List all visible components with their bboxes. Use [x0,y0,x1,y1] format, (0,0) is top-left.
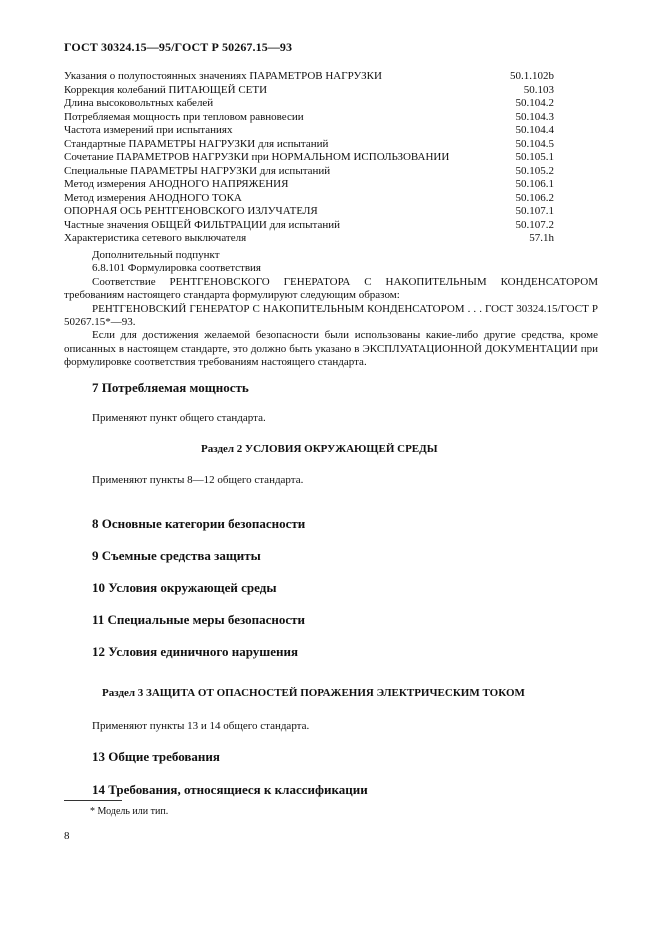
footnote: * Модель или тип. [90,806,169,817]
index-row [64,97,554,111]
section-12-heading: 12 Условия единичного нарушения [92,644,299,659]
page-header: ГОСТ 30324.15—95/ГОСТ Р 50267.15—93 [64,40,293,54]
index-ref: 50.106.1 [515,178,554,190]
index-row [64,111,554,125]
index-ref: 50.104.2 [515,97,554,109]
index-ref: 50.105.1 [515,151,554,163]
index-row [64,124,554,138]
index-term: ОПОРНАЯ ОСЬ РЕНТГЕНОВСКОГО ИЗЛУЧАТЕЛЯ [64,205,318,217]
page-number: 8 [64,830,70,842]
index-ref: 50.1.102b [510,70,554,82]
index-row [64,232,554,246]
footnote-rule [64,800,122,801]
index-term: Коррекция колебаний ПИТАЮЩЕЙ СЕТИ [64,83,268,96]
index-row [64,192,554,206]
index-ref: 50.103 [523,83,554,96]
index-term: Стандартные ПАРАМЕТРЫ НАГРУЗКИ для испытаний [64,137,329,150]
index-term: Длина высоковольтных кабелей [64,97,214,109]
paragraph-additional-subclause: Дополнительный подпункт [92,249,220,261]
paragraph-other-means: Если для достижения желаемой безопасности были использованы какие-либо другие средства, кроме описанных в настоящем стандарте, это должно быть указано в ЭКСПЛУАТАЦИОННОЙ ДОКУМЕНТАЦИИ при формулировке соответствия требованиям настоящего стандарта. [64,329,598,369]
paragraph-compliance: Соответствие РЕНТГЕНОВСКОГО ГЕНЕРАТОРА С НАКОПИТЕЛЬНЫМ КОНДЕНСАТОРОМ требованиям настоящего стандарта формулируют следующим образом: [64,275,598,302]
index-row [64,205,554,219]
index-ref: 50.107.1 [515,205,554,217]
index-term: Частные значения ОБЩЕЙ ФИЛЬТРАЦИИ для испытаний [64,218,341,231]
razdel-2-heading: Раздел 2 УСЛОВИЯ ОКРУЖАЮЩЕЙ СРЕДЫ [201,443,438,455]
index-row [64,178,554,192]
index-ref: 50.104.3 [515,110,554,123]
index-ref: 57.1h [529,232,554,244]
index-term: Указания о полупостоянных значениях ПАРАМЕТРОВ НАГРУЗКИ [64,70,382,82]
index-term: Метод измерения АНОДНОГО НАПРЯЖЕНИЯ [64,178,289,190]
index-row [64,219,554,233]
body-text [64,249,598,370]
razdel-3-text: Применяют пункты 13 и 14 общего стандарта. [92,720,310,732]
index-ref: 50.105.2 [515,164,554,177]
paragraph-generator-designation: РЕНТГЕНОВСКИЙ ГЕНЕРАТОР С НАКОПИТЕЛЬНЫМ КОНДЕНСАТОРОМ . . . ГОСТ 30324.15/ГОСТ Р 50267.15*—93. [64,302,598,329]
index-row [64,165,554,179]
index-ref: 50.106.2 [515,191,554,204]
razdel-2-text: Применяют пункты 8—12 общего стандарта. [92,474,304,486]
section-10-heading: 10 Условия окружающей среды [92,580,277,595]
index-term: Метод измерения АНОДНОГО ТОКА [64,191,242,204]
index-term: Сочетание ПАРАМЕТРОВ НАГРУЗКИ при НОРМАЛЬНОМ ИСПОЛЬЗОВАНИИ [64,151,450,163]
razdel-3-heading: Раздел 3 ЗАЩИТА ОТ ОПАСНОСТЕЙ ПОРАЖЕНИЯ ЭЛЕКТРИЧЕСКИМ ТОКОМ [102,687,525,699]
section-13-heading: 13 Общие требования [92,749,220,764]
index-row [64,84,554,98]
index-ref: 50.104.5 [515,137,554,150]
index-row [64,151,554,165]
index-term: Специальные ПАРАМЕТРЫ НАГРУЗКИ для испытаний [64,164,331,177]
index-term: Потребляемая мощность при тепловом равновесии [64,110,304,123]
paragraph-clause-6-8-101: 6.8.101 Формулировка соответствия [92,262,261,275]
index-ref: 50.107.2 [515,218,554,231]
index-row [64,138,554,152]
section-7-heading: 7 Потребляемая мощность [92,380,249,395]
index-list [64,70,554,246]
section-14-heading: 14 Требования, относящиеся к классификации [92,782,368,797]
index-term: Частота измерений при испытаниях [64,124,233,136]
index-ref: 50.104.4 [515,124,554,136]
section-9-heading: 9 Съемные средства защиты [92,548,261,563]
section-8-heading: 8 Основные категории безопасности [92,516,306,531]
section-11-heading: 11 Специальные меры безопасности [92,612,306,627]
section-7-text: Применяют пункт общего стандарта. [92,412,266,424]
index-row [64,70,554,84]
index-term: Характеристика сетевого выключателя [64,232,247,244]
